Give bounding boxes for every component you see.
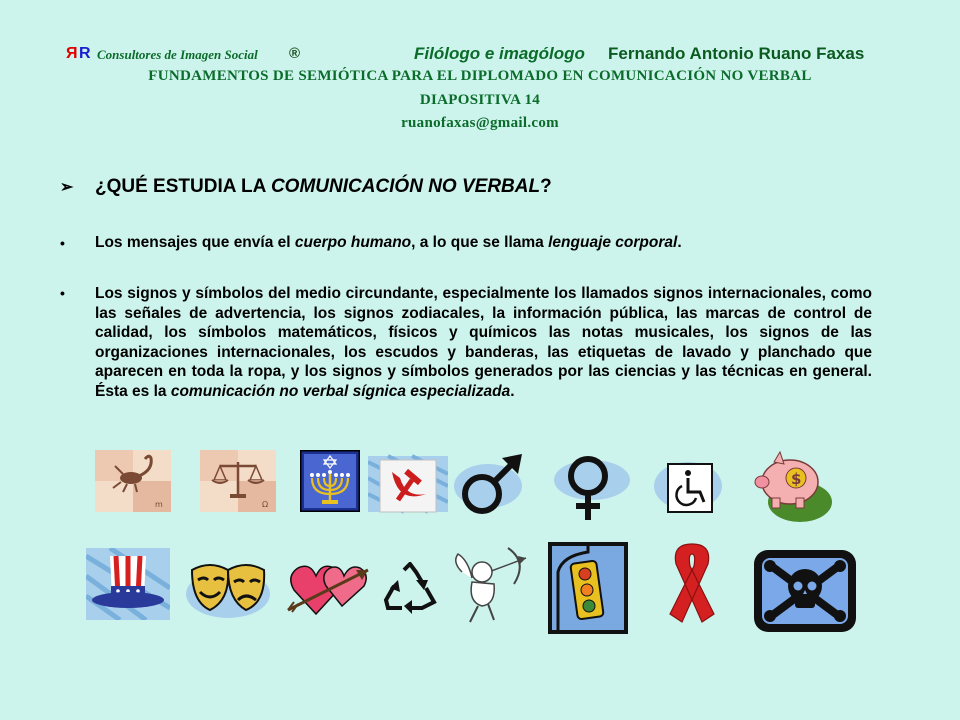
bullet-dot-1: • [60, 235, 65, 251]
svg-text:m: m [155, 500, 163, 509]
svg-text:$: $ [791, 470, 802, 488]
author-title: Filólogo e imagólogo [414, 44, 585, 63]
piggy-bank-icon [744, 446, 836, 526]
question-text: ¿QUÉ ESTUDIA LA COMUNICACIÓN NO VERBAL? [95, 176, 552, 197]
female-symbol-icon [548, 450, 632, 522]
arrow-bullet-icon: ➢ [60, 179, 74, 196]
male-symbol-icon [452, 452, 530, 518]
theater-masks-icon [186, 556, 270, 622]
header-top-line [66, 43, 906, 67]
slide-number: DIAPOSITIVA 14 [419, 92, 541, 108]
hearts-arrow-icon [286, 556, 370, 618]
bullet-dot-2: • [60, 285, 65, 301]
skull-crossbones-icon [752, 548, 858, 634]
uncle-sam-hat-icon [86, 548, 170, 620]
cupid-icon [448, 542, 532, 626]
registered-mark: ® [289, 45, 301, 62]
wheelchair-icon [654, 448, 728, 518]
company-name: Consultores de Imagen Social [97, 47, 258, 62]
author-name: Fernando Antonio Ruano Faxas [608, 44, 865, 63]
contact-email: ruanofaxas@gmail.com [401, 115, 559, 131]
hammer-sickle-icon [368, 452, 448, 516]
menorah-icon [300, 450, 360, 512]
libra-icon [200, 450, 276, 512]
course-title: FUNDAMENTOS DE SEMIÓTICA PARA EL DIPLOMADO EN COMUNICACIÓN NO VERBAL [148, 68, 812, 84]
traffic-light-icon [548, 542, 628, 634]
awareness-ribbon-icon [662, 540, 722, 628]
scorpio-icon [95, 450, 171, 512]
svg-text:Ω: Ω [262, 500, 269, 509]
bullet-text-2: Los signos y símbolos del medio circundante, especialmente los llamados signos internacionales, como las señales de advertencia, los signos zodiacales, la información pública, las marcas de control de calidad, los símbolos matemáticos, físicos y químicos las notas musicales, los signos de las organizaciones internacionales, los escudos y banderas, las etiquetas de lavado y planchado que aparecen en toda la ropa, y los signos y símbolos generados por las ciencias y las técnicas en general. Ésta es la comunicación no verbal sígnica especializada. [95, 285, 872, 400]
recycle-icon [382, 562, 438, 614]
logo-reversed-r: Я [66, 45, 78, 62]
logo-r: R [79, 45, 91, 62]
bullet-text-1: Los mensajes que envía el cuerpo humano, a lo que se llama lenguaje corporal. [95, 234, 682, 251]
